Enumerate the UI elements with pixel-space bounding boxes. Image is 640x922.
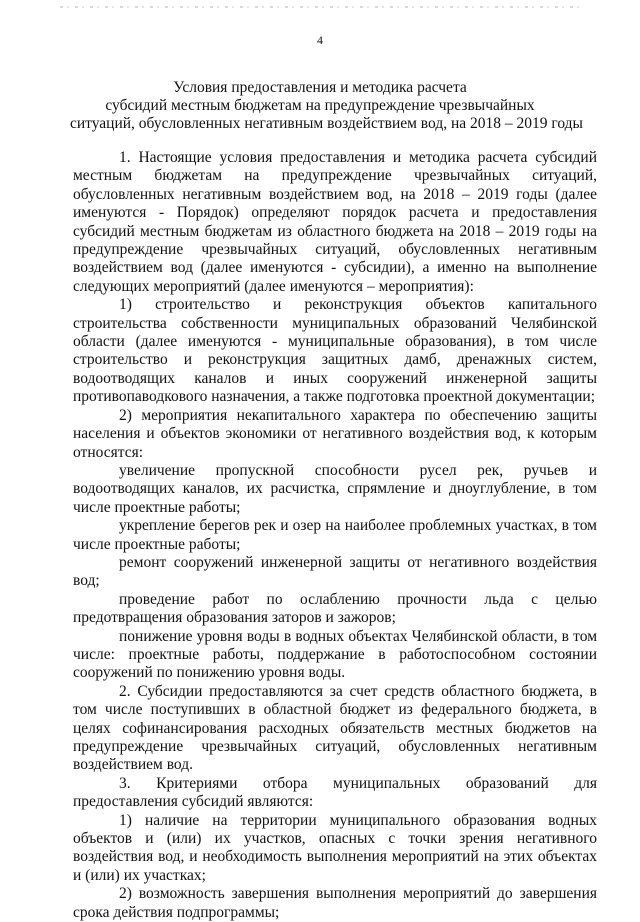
title-line: Условия предоставления и методика расчета — [173, 79, 467, 96]
paragraph: укрепление берегов рек и озер на наиболее проблемных участках, в том числе проектные работы; — [73, 517, 597, 553]
scan-artifact — [60, 6, 580, 8]
paragraph: 2) возможность завершения выполнения мероприятий до завершения срока действия подпрограммы; — [73, 885, 597, 921]
paragraph: ремонт сооружений инженерной защиты от негативного воздействия вод; — [73, 553, 597, 590]
paragraph: 2. Субсидии предоставляются за счет средств областного бюджета, в том числе поступивших в областной бюджет из федерального бюджета, в целях софинансирования расходных обязательств местных бюджетов на предупреждение чрезвычайных ситуаций, обусловленных негативным воздействием вод. — [73, 682, 597, 774]
paragraph: 1) наличие на территории муниципального образования водных объектов и (или) их участков, опасных с точки зрения негативного воздействия вод, и необходимость выполнения мероприятий на этих объектах и (или) их участках; — [73, 811, 597, 884]
paragraph: увеличение пропускной способности русел рек, ручьев и водоотводящих каналов, их расчистка, спрямление и дноуглубление, в том числе проектные работы; — [73, 461, 597, 516]
document-body — [73, 149, 597, 922]
paragraph: проведение работ по ослаблению прочности льда с целью предотвращения образования заторов и зажоров; — [73, 590, 597, 627]
paragraph: понижение уровня воды в водных объектах Челябинской области, в том числе: проектные работы, поддержание в работоспособном состоянии сооружений по понижению уровня воды. — [73, 627, 597, 682]
document-title — [70, 79, 583, 133]
paragraph: 2) мероприятия некапитального характера по обеспечению защиты населения и объектов экономики от негативного воздействия вод, к которым относятся: — [73, 406, 597, 461]
title-line: ситуаций, обусловленных негативным воздействием вод, на 2018 – 2019 годы — [70, 115, 583, 132]
page-number: 4 — [317, 33, 323, 47]
title-line: субсидий местным бюджетам на предупреждение чрезвычайных — [105, 97, 535, 114]
paragraph: 3. Критериями отбора муниципальных образований для предоставления субсидий являются: — [73, 774, 597, 811]
paragraph: 1. Настоящие условия предоставления и методика расчета субсидий местным бюджетам на предупреждение чрезвычайных ситуаций, обусловленных негативным воздействием вод, на 2018 – 2019 годы (далее именуются - Порядок) определяют порядок расчета и предоставления субсидий местным бюджетам из областного бюджета на 2018 – 2019 годы на предупреждение чрезвычайных ситуаций, обусловленных негативным воздействием вод (далее именуются - субсидии), а именно на выполнение следующих мероприятий (далее именуются – мероприятия): — [73, 149, 597, 295]
paragraph: 1) строительство и реконструкция объектов капитального строительства собственности муниципальных образований Челябинской области (далее именуются - муниципальные образования), в том числе строительство и реконструкция защитных дамб, дренажных систем, водоотводящих каналов и иных сооружений инженерной защиты противопаводкового назначения, а также подготовка проектной документации; — [73, 296, 597, 406]
